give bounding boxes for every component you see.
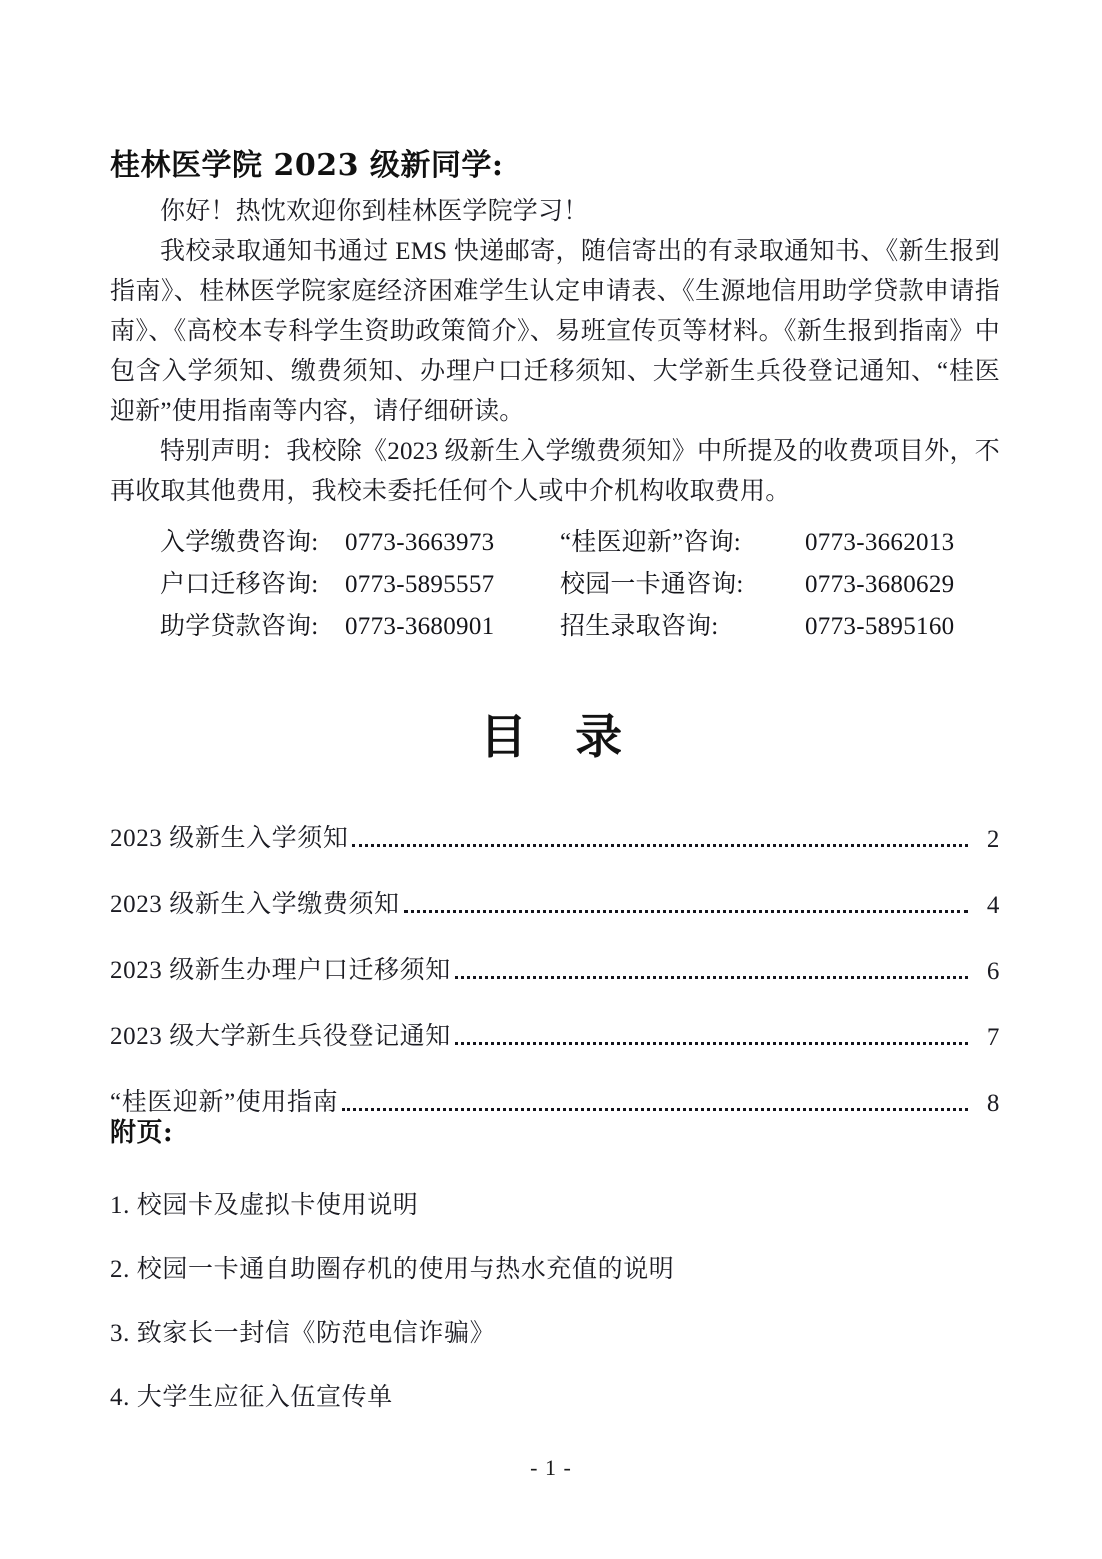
- toc-entry-page: 7: [986, 1024, 1000, 1051]
- appendix-section: [110, 1112, 1000, 1441]
- appendix-heading: 附页:: [110, 1118, 174, 1148]
- contact-label: 招生录取咨询:: [560, 613, 719, 640]
- footer-page-number: - 1 -: [530, 1455, 572, 1480]
- contact-phone-number: 0773-3680629: [805, 571, 955, 598]
- contact-phone-number: 0773-5895557: [345, 571, 495, 598]
- toc-entry-label: 2023 级大学新生兵役登记通知: [110, 1023, 451, 1050]
- contact-phone-number: 0773-3680901: [345, 613, 495, 640]
- contact-admissions: [560, 606, 1000, 642]
- contact-student-loan: [160, 606, 560, 642]
- contact-row: [160, 564, 1000, 606]
- contact-label: 户口迁移咨询:: [160, 571, 319, 598]
- toc-dot-leader: [455, 1027, 968, 1052]
- contact-label: “桂医迎新”咨询:: [560, 529, 741, 556]
- appendix-item-parent-letter: 3. 致家长一封信《防范电信诈骗》: [110, 1320, 496, 1347]
- toc-entry-label: 2023 级新生办理户口迁移须知: [110, 957, 451, 984]
- paragraph-greeting: 你好！热忱欢迎你到桂林医学院学习！: [160, 198, 589, 225]
- contact-label: 入学缴费咨询:: [160, 529, 319, 556]
- contact-household-transfer: [160, 564, 560, 600]
- toc-dot-leader: [404, 895, 968, 920]
- contact-campus-card: [560, 564, 1000, 600]
- contact-phone-number: 0773-3662013: [805, 529, 955, 556]
- toc-entry-household-transfer[interactable]: [110, 920, 1000, 986]
- contact-label: 助学贷款咨询:: [160, 613, 319, 640]
- toc-entry-page: 2: [986, 826, 1000, 853]
- contact-row: [160, 522, 1000, 564]
- appendix-item-enlistment-flyer: 4. 大学生应征入伍宣传单: [110, 1384, 393, 1411]
- toc-entry-military-registration[interactable]: [110, 986, 1000, 1052]
- appendix-item-self-service-machine: 2. 校园一卡通自助圈存机的使用与热水充值的说明: [110, 1256, 675, 1283]
- toc-entry-guiyi-yingxin-guide[interactable]: [110, 1052, 1000, 1118]
- toc-dot-leader: [455, 961, 968, 986]
- contact-guiyi-yingxin: [560, 522, 1000, 558]
- toc-entry-label: 2023 级新生入学缴费须知: [110, 891, 400, 918]
- toc-entry-enrollment-notice[interactable]: [110, 788, 1000, 854]
- appendix-item-campus-card: 1. 校园卡及虚拟卡使用说明: [110, 1192, 419, 1219]
- body-text-block: [110, 192, 1000, 512]
- contact-row: [160, 606, 1000, 648]
- contact-enrollment-payment: [160, 522, 560, 558]
- toc-entry-label: “桂医迎新”使用指南: [110, 1089, 339, 1116]
- toc-entry-label: 2023 级新生入学须知: [110, 825, 349, 852]
- toc-list: [110, 788, 1000, 1118]
- paragraph-special-statement: 特别声明：我校除《2023 级新生入学缴费须知》中所提及的收费项目外，不再收取其他费用，我校未委托任何个人或中介机构收取费用。: [110, 438, 1000, 505]
- contact-label: 校园一卡通咨询:: [560, 571, 744, 598]
- salutation-heading: 桂林医学院 2023 级新同学:: [110, 148, 504, 183]
- contact-phone-number: 0773-3663973: [345, 529, 495, 556]
- toc-dot-leader: [352, 829, 968, 854]
- contact-list: [160, 522, 1000, 648]
- toc-title: 目 录: [479, 710, 639, 765]
- contact-phone-number: 0773-5895160: [805, 613, 955, 640]
- toc-entry-page: 4: [986, 892, 1000, 919]
- toc-entry-page: 6: [986, 958, 1000, 985]
- toc-entry-page: 8: [986, 1090, 1000, 1117]
- toc-entry-payment-notice[interactable]: [110, 854, 1000, 920]
- paragraph-materials: 我校录取通知书通过 EMS 快递邮寄，随信寄出的有录取通知书、《新生报到指南》、桂林医学院家庭经济困难学生认定申请表、《生源地信用助学贷款申请指南》、《高校本专科学生资助政策简介》、易班宣传页等材料。《新生报到指南》中包含入学须知、缴费须知、办理户口迁移须知、大学新生兵役登记通知、“桂医迎新”使用指南等内容，请仔细研读。: [110, 238, 1000, 425]
